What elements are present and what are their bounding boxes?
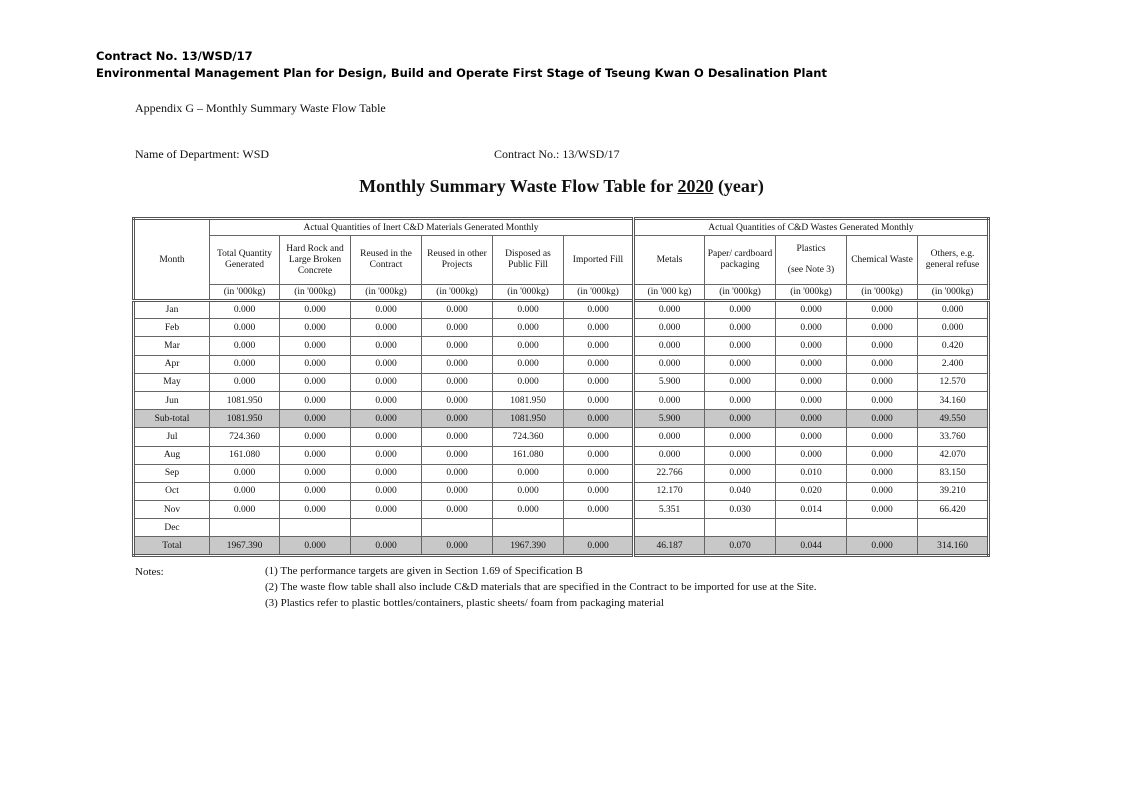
value-cell: 0.000 <box>705 428 776 446</box>
value-cell: 12.170 <box>634 482 705 500</box>
value-cell: 0.000 <box>564 482 634 500</box>
summary-row <box>134 537 989 555</box>
value-cell: 1081.950 <box>210 410 280 428</box>
value-cell: 0.000 <box>351 482 422 500</box>
table-body <box>134 301 989 556</box>
col-plastics-label: Plastics <box>796 244 826 254</box>
value-cell: 0.000 <box>847 428 918 446</box>
value-cell: 0.000 <box>564 464 634 482</box>
value-cell: 0.000 <box>705 301 776 319</box>
value-cell <box>210 519 280 537</box>
unit-cell: (in '000kg) <box>847 285 918 301</box>
table-row <box>134 464 989 482</box>
table-row <box>134 301 989 319</box>
value-cell: 0.000 <box>280 482 351 500</box>
value-cell: 12.570 <box>918 373 989 391</box>
value-cell: 0.000 <box>422 446 493 464</box>
value-cell: 0.070 <box>705 537 776 555</box>
value-cell: 0.000 <box>564 428 634 446</box>
table-row <box>134 373 989 391</box>
month-cell: Jul <box>134 428 210 446</box>
value-cell <box>351 519 422 537</box>
month-cell: Jan <box>134 301 210 319</box>
value-cell: 724.360 <box>210 428 280 446</box>
col-imported-fill: Imported Fill <box>564 236 634 285</box>
month-cell: Aug <box>134 446 210 464</box>
value-cell: 0.000 <box>493 319 564 337</box>
value-cell: 2.400 <box>918 355 989 373</box>
value-cell: 0.000 <box>564 319 634 337</box>
value-cell: 0.000 <box>847 301 918 319</box>
col-public-fill: Disposed as Public Fill <box>493 236 564 285</box>
value-cell <box>776 519 847 537</box>
value-cell: 0.000 <box>564 410 634 428</box>
value-cell: 0.000 <box>422 337 493 355</box>
value-cell: 0.000 <box>634 355 705 373</box>
value-cell: 0.000 <box>280 301 351 319</box>
value-cell: 5.900 <box>634 373 705 391</box>
value-cell: 0.000 <box>422 537 493 555</box>
value-cell: 0.000 <box>351 446 422 464</box>
contract-number: Contract No.: 13/WSD/17 <box>494 147 620 161</box>
value-cell: 0.000 <box>351 410 422 428</box>
value-cell: 5.900 <box>634 410 705 428</box>
value-cell: 0.000 <box>564 337 634 355</box>
value-cell <box>847 519 918 537</box>
value-cell: 0.000 <box>634 446 705 464</box>
table-row <box>134 428 989 446</box>
value-cell: 0.000 <box>422 482 493 500</box>
value-cell: 0.000 <box>564 373 634 391</box>
value-cell: 0.000 <box>634 301 705 319</box>
value-cell: 0.000 <box>280 337 351 355</box>
value-cell: 0.000 <box>210 501 280 519</box>
plan-header: Environmental Management Plan for Design, Build and Operate First Stage of Tseung Kwan O Desalination Plant <box>96 66 827 80</box>
value-cell: 0.000 <box>705 355 776 373</box>
value-cell: 0.000 <box>280 501 351 519</box>
value-cell: 0.000 <box>847 464 918 482</box>
value-cell: 0.000 <box>776 428 847 446</box>
note-2: (2) The waste flow table shall also include C&D materials that are specified in the Contract to be imported for use at the Site. <box>265 581 817 593</box>
month-cell: Sub-total <box>134 410 210 428</box>
table-row <box>134 501 989 519</box>
value-cell: 0.000 <box>422 355 493 373</box>
value-cell: 0.000 <box>280 428 351 446</box>
value-cell: 0.000 <box>210 337 280 355</box>
value-cell: 0.000 <box>351 391 422 409</box>
value-cell: 0.000 <box>776 355 847 373</box>
value-cell <box>564 519 634 537</box>
value-cell: 0.000 <box>776 319 847 337</box>
value-cell: 0.000 <box>422 428 493 446</box>
group-wastes-header: Actual Quantities of C&D Wastes Generated Monthly <box>634 219 989 236</box>
contract-header: Contract No. 13/WSD/17 <box>96 49 253 63</box>
col-others: Others, e.g. general refuse <box>918 236 989 285</box>
notes-label: Notes: <box>135 566 164 578</box>
value-cell: 0.000 <box>776 373 847 391</box>
value-cell: 161.080 <box>493 446 564 464</box>
table-row <box>134 482 989 500</box>
title-year: 2020 <box>677 176 714 196</box>
value-cell: 0.000 <box>493 355 564 373</box>
value-cell: 0.000 <box>847 373 918 391</box>
unit-cell: (in '000kg) <box>776 285 847 301</box>
value-cell: 0.000 <box>422 301 493 319</box>
value-cell: 0.000 <box>210 482 280 500</box>
value-cell: 0.000 <box>280 464 351 482</box>
value-cell <box>422 519 493 537</box>
value-cell <box>280 519 351 537</box>
value-cell: 0.000 <box>634 391 705 409</box>
value-cell: 0.010 <box>776 464 847 482</box>
value-cell: 0.000 <box>422 501 493 519</box>
department-name: Name of Department: WSD <box>135 147 270 161</box>
value-cell: 0.000 <box>705 391 776 409</box>
value-cell: 0.000 <box>280 355 351 373</box>
month-cell: Jun <box>134 391 210 409</box>
unit-cell: (in '000 kg) <box>634 285 705 301</box>
value-cell: 0.000 <box>210 319 280 337</box>
month-cell: Sep <box>134 464 210 482</box>
value-cell: 0.000 <box>564 391 634 409</box>
value-cell: 0.000 <box>493 301 564 319</box>
value-cell: 0.000 <box>493 464 564 482</box>
value-cell: 39.210 <box>918 482 989 500</box>
value-cell: 0.000 <box>210 355 280 373</box>
value-cell: 0.000 <box>210 373 280 391</box>
value-cell: 0.000 <box>422 319 493 337</box>
value-cell: 0.000 <box>422 373 493 391</box>
waste-flow-table <box>132 217 990 557</box>
col-hard-rock: Hard Rock and Large Broken Concrete <box>280 236 351 285</box>
value-cell: 0.000 <box>351 501 422 519</box>
value-cell: 0.000 <box>210 464 280 482</box>
value-cell: 0.000 <box>705 410 776 428</box>
value-cell: 1081.950 <box>210 391 280 409</box>
note-3: (3) Plastics refer to plastic bottles/containers, plastic sheets/ foam from packaging material <box>265 597 664 609</box>
value-cell: 0.000 <box>847 355 918 373</box>
value-cell: 0.000 <box>280 391 351 409</box>
summary-row <box>134 410 989 428</box>
value-cell: 0.000 <box>351 428 422 446</box>
value-cell: 0.000 <box>705 337 776 355</box>
value-cell: 33.760 <box>918 428 989 446</box>
unit-cell: (in '000kg) <box>705 285 776 301</box>
unit-cell: (in '000kg) <box>422 285 493 301</box>
value-cell: 46.187 <box>634 537 705 555</box>
month-header: Month <box>134 219 210 301</box>
value-cell: 83.150 <box>918 464 989 482</box>
value-cell: 0.000 <box>776 391 847 409</box>
title-prefix: Monthly Summary Waste Flow Table for <box>359 176 673 196</box>
value-cell: 314.160 <box>918 537 989 555</box>
col-metals: Metals <box>634 236 705 285</box>
value-cell <box>918 519 989 537</box>
month-cell: Mar <box>134 337 210 355</box>
value-cell: 0.000 <box>564 537 634 555</box>
month-cell: Apr <box>134 355 210 373</box>
value-cell: 0.000 <box>493 482 564 500</box>
table-row <box>134 519 989 537</box>
unit-cell: (in '000kg) <box>564 285 634 301</box>
col-chemical: Chemical Waste <box>847 236 918 285</box>
value-cell: 0.000 <box>280 537 351 555</box>
value-cell: 0.020 <box>776 482 847 500</box>
value-cell: 0.000 <box>351 337 422 355</box>
month-cell: Dec <box>134 519 210 537</box>
value-cell: 0.040 <box>705 482 776 500</box>
value-cell: 0.044 <box>776 537 847 555</box>
unit-cell: (in '000kg) <box>210 285 280 301</box>
value-cell: 0.000 <box>847 446 918 464</box>
units-row <box>134 285 989 301</box>
value-cell <box>493 519 564 537</box>
value-cell: 0.030 <box>705 501 776 519</box>
value-cell: 42.070 <box>918 446 989 464</box>
value-cell: 0.000 <box>634 428 705 446</box>
value-cell <box>634 519 705 537</box>
value-cell: 0.000 <box>210 301 280 319</box>
value-cell: 0.000 <box>280 446 351 464</box>
value-cell: 0.000 <box>351 319 422 337</box>
col-plastics-note: (see Note 3) <box>787 265 835 275</box>
value-cell: 0.000 <box>918 319 989 337</box>
value-cell: 0.000 <box>847 337 918 355</box>
value-cell: 0.000 <box>918 301 989 319</box>
value-cell: 0.000 <box>776 410 847 428</box>
value-cell: 0.000 <box>280 410 351 428</box>
value-cell: 1967.390 <box>210 537 280 555</box>
col-reused-other: Reused in other Projects <box>422 236 493 285</box>
value-cell: 0.000 <box>564 355 634 373</box>
value-cell: 66.420 <box>918 501 989 519</box>
value-cell: 724.360 <box>493 428 564 446</box>
value-cell: 22.766 <box>634 464 705 482</box>
value-cell: 0.000 <box>847 319 918 337</box>
value-cell: 1967.390 <box>493 537 564 555</box>
unit-cell: (in '000kg) <box>280 285 351 301</box>
value-cell: 0.000 <box>847 537 918 555</box>
value-cell: 0.000 <box>351 355 422 373</box>
value-cell: 0.000 <box>634 319 705 337</box>
page-title <box>0 176 1123 197</box>
value-cell: 0.000 <box>351 464 422 482</box>
value-cell: 34.160 <box>918 391 989 409</box>
appendix-caption: Appendix G – Monthly Summary Waste Flow Table <box>135 101 386 115</box>
value-cell: 5.351 <box>634 501 705 519</box>
value-cell: 0.000 <box>705 373 776 391</box>
value-cell: 0.000 <box>422 410 493 428</box>
value-cell: 0.014 <box>776 501 847 519</box>
value-cell: 0.000 <box>493 501 564 519</box>
unit-cell: (in '000kg) <box>493 285 564 301</box>
value-cell: 0.000 <box>705 464 776 482</box>
col-total-quantity: Total Quantity Generated <box>210 236 280 285</box>
value-cell: 1081.950 <box>493 391 564 409</box>
value-cell: 0.000 <box>564 301 634 319</box>
table-row <box>134 319 989 337</box>
value-cell: 161.080 <box>210 446 280 464</box>
value-cell: 0.000 <box>280 373 351 391</box>
col-reused-contract: Reused in the Contract <box>351 236 422 285</box>
value-cell: 0.000 <box>634 337 705 355</box>
value-cell: 0.000 <box>705 319 776 337</box>
value-cell: 1081.950 <box>493 410 564 428</box>
value-cell: 0.000 <box>493 373 564 391</box>
table-row <box>134 391 989 409</box>
value-cell: 0.000 <box>847 482 918 500</box>
value-cell: 0.420 <box>918 337 989 355</box>
value-cell: 0.000 <box>847 501 918 519</box>
value-cell: 0.000 <box>493 337 564 355</box>
month-cell: Feb <box>134 319 210 337</box>
col-plastics <box>776 236 847 285</box>
value-cell: 0.000 <box>351 373 422 391</box>
value-cell: 0.000 <box>422 391 493 409</box>
col-paper: Paper/ cardboard packaging <box>705 236 776 285</box>
value-cell: 0.000 <box>351 537 422 555</box>
value-cell: 0.000 <box>776 301 847 319</box>
value-cell: 0.000 <box>422 464 493 482</box>
title-suffix: (year) <box>717 176 764 196</box>
table-row <box>134 355 989 373</box>
value-cell: 0.000 <box>776 337 847 355</box>
value-cell <box>705 519 776 537</box>
value-cell: 0.000 <box>776 446 847 464</box>
value-cell: 0.000 <box>564 501 634 519</box>
unit-cell: (in '000kg) <box>351 285 422 301</box>
unit-cell: (in '000kg) <box>918 285 989 301</box>
value-cell: 0.000 <box>280 319 351 337</box>
month-cell: Total <box>134 537 210 555</box>
value-cell: 49.550 <box>918 410 989 428</box>
note-1: (1) The performance targets are given in Section 1.69 of Specification B <box>265 565 583 577</box>
value-cell: 0.000 <box>351 301 422 319</box>
table-row <box>134 446 989 464</box>
value-cell: 0.000 <box>847 410 918 428</box>
table-row <box>134 337 989 355</box>
month-cell: Oct <box>134 482 210 500</box>
month-cell: May <box>134 373 210 391</box>
value-cell: 0.000 <box>847 391 918 409</box>
group-inert-header: Actual Quantities of Inert C&D Materials Generated Monthly <box>210 219 634 236</box>
value-cell: 0.000 <box>564 446 634 464</box>
month-cell: Nov <box>134 501 210 519</box>
value-cell: 0.000 <box>705 446 776 464</box>
